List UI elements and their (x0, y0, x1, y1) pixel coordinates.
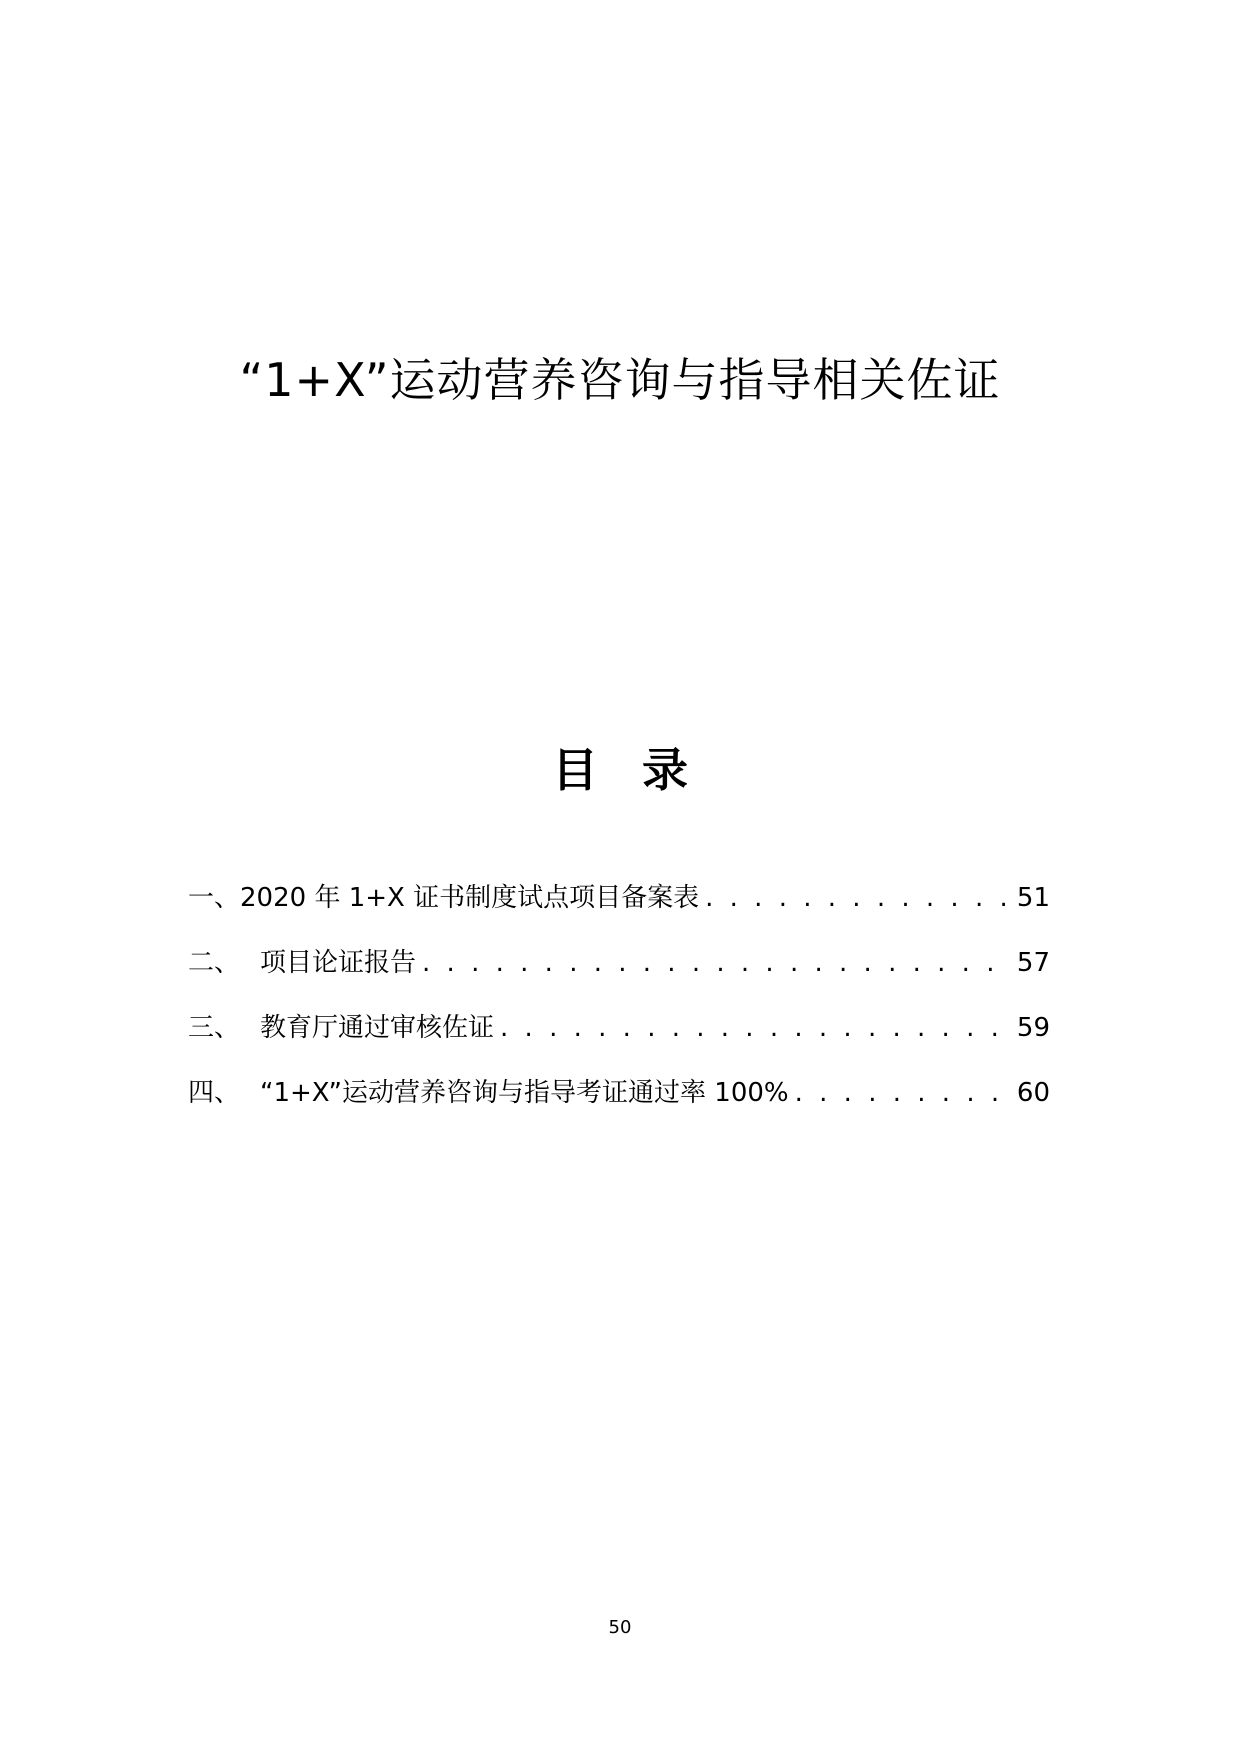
toc-entry-page: 57 (1016, 948, 1050, 978)
toc-entry-text: 项目论证报告 (260, 948, 417, 978)
toc-entry-text: 2020 年 1+X 证书制度试点项目备案表 (240, 883, 700, 913)
toc-entry-page: 60 (1016, 1078, 1050, 1108)
toc-entry-number: 三、 (188, 1013, 241, 1043)
toc-entry-number: 四、 (188, 1078, 241, 1108)
toc-entry-page: 51 (1016, 883, 1050, 913)
toc-entry-text: 教育厅通过审核佐证 (260, 1013, 495, 1043)
toc-dot-leader (422, 943, 1011, 983)
toc-dot-leader (705, 878, 1011, 918)
page-number: 50 (608, 1617, 632, 1638)
toc-entry-page: 59 (1016, 1013, 1050, 1043)
toc-entry-4[interactable] (188, 1073, 1050, 1138)
document-title: “1+X”运动营养咨询与指导相关佐证 (239, 353, 1001, 407)
toc-entry-2[interactable] (188, 943, 1050, 1008)
toc-entry-number: 二、 (188, 948, 241, 978)
toc-entry-3[interactable] (188, 1008, 1050, 1073)
toc-dot-leader (795, 1073, 1011, 1113)
toc-entry-1[interactable] (188, 878, 1050, 943)
table-of-contents (188, 878, 1050, 1138)
toc-entry-text: “1+X”运动营养咨询与指导考证通过率 100% (260, 1078, 789, 1108)
toc-heading: 目录 (552, 743, 732, 797)
toc-dot-leader (500, 1008, 1011, 1048)
toc-entry-number: 一、 (188, 883, 241, 913)
